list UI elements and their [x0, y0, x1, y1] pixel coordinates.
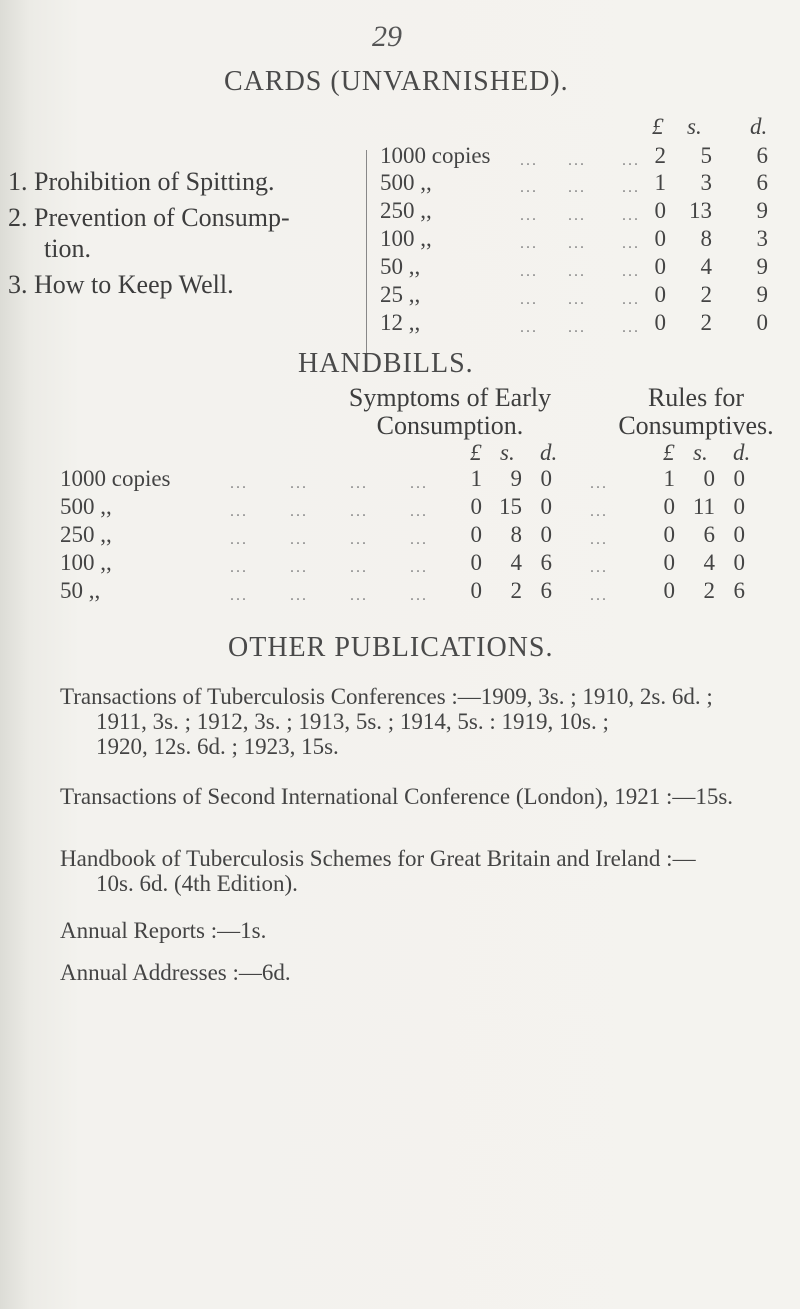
- hb-hdr-b-shillings: s.: [693, 440, 708, 465]
- publication-entry: Transactions of Tuberculosis Conferences :—1909, 3s. ; 1910, 2s. 6d. ; 1911, 3s. ; 1912, 3s. ; 1913, 5s. ; 1914, 5s. : 1919, 10s. ; 1920, 12s. 6d. ; 1923, 15s.: [60, 684, 713, 759]
- hb-hdr-b-pence: d.: [733, 440, 751, 465]
- cards-title: CARDS (UNVARNISHED).: [224, 66, 569, 97]
- publication-entry: Transactions of Second International Conference (London), 1921 :—15s.: [60, 784, 734, 809]
- hb-hdr-a-pence: d.: [540, 440, 558, 465]
- cards-divider: [366, 150, 367, 363]
- other-title: OTHER PUBLICATIONS.: [228, 632, 554, 663]
- cards-item-1: 1. Prohibition of Spitting.: [8, 167, 275, 196]
- hb-hdr-a-shillings: s.: [500, 440, 515, 465]
- page: 29 CARDS (UNVARNISHED). 1. Prohibition of Spitting. 2. Prevention of Consump- tion. 3. How to Keep Well. £ s. d. 1000 copies ... ... ... 2 5 6 500 ,, ... ... ... 1 3 6 250 ,, ... ... ... 0 13 9 100 ,, ... ... ... 0 8 3 50 ,, ... ... ... 0 4 9 25 ,, ... ... ... 0 2 9 12 ,, ... ... ... 0 2 0 HANDBILLS. Symptoms of Early Consumption. Rules for Consumptives. £ s. d. £ s. d. 1000 copies ... ... ... ... 1 9 0 ... 1 0 0 500 ,, ... ... ... ... 0 15 0 ... 0 11 0 250 ,, ... ... ... ... 0 8 0 ... 0 6 0 100 ,, ... ... ... ... 0 4 6 ... 0 4 0 50 ,, ... ... ... ... 0 2 6 ... 0 2 6 OTHER PUBLICATIONS. Transactions of Tuberculosis Conferences :—1909, 3s. ; 1910, 2s. 6d. ; 1911, 3s. ; 1912, 3s. ; 1913, 5s. ; 1914, 5s. : 1919, 10s. ; 1920, 12s. 6d. ; 1923, 15s. Transactions of Second International Conference (London), 1921 :—15s. Handbook of Tuberculosis Schemes for Great Britain and Ireland :— 10s. 6d. (4th Edition). Annual Reports :—1s. Annual Addresses :—6d.: [0, 0, 800, 1309]
- cards-item-3: 3. How to Keep Well.: [8, 270, 234, 299]
- cards-hdr-pence: d.: [750, 114, 768, 139]
- cards-hdr-shillings: s.: [687, 114, 702, 139]
- publication-entry: Annual Reports :—1s.: [60, 918, 267, 943]
- publication-entry: Annual Addresses :—6d.: [60, 960, 291, 985]
- cards-item-2: 2. Prevention of Consump-: [8, 203, 290, 232]
- cards-hdr-pounds: £: [652, 114, 664, 139]
- handbills-title: HANDBILLS.: [298, 348, 474, 379]
- publication-entry: Handbook of Tuberculosis Schemes for Great Britain and Ireland :— 10s. 6d. (4th Edition).: [60, 846, 696, 896]
- handbills-col2-title: Rules for Consumptives.: [618, 383, 774, 440]
- handbills-col1-title: Symptoms of Early Consumption.: [348, 383, 552, 440]
- hb-hdr-b-pounds: £: [663, 440, 675, 465]
- cards-item-2-cont: tion.: [44, 234, 91, 263]
- page-number: 29: [372, 20, 402, 53]
- hb-hdr-a-pounds: £: [470, 440, 482, 465]
